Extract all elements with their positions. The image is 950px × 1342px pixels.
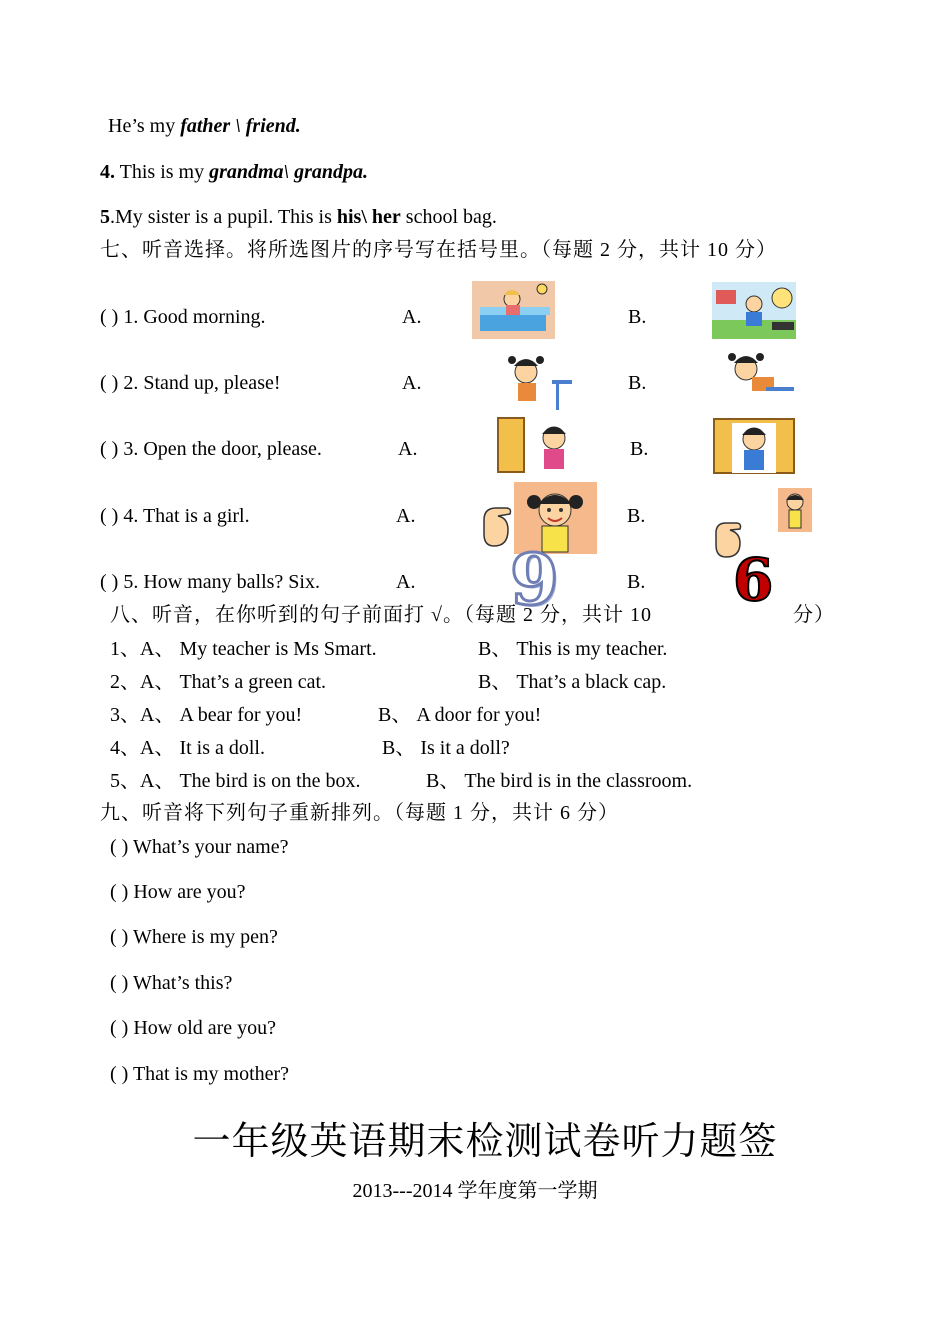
choice-words: grandma\ grandpa <box>209 161 364 183</box>
s7-item-1-a: A. <box>402 306 422 328</box>
s9-item-2: ( ) How are you? <box>110 881 246 903</box>
item-number: 5 <box>100 206 110 228</box>
choice-words: his\ her <box>336 206 401 228</box>
picture-boy-with-clock <box>712 282 796 339</box>
s7-item-2: ( ) 2. Stand up, please! <box>100 372 281 394</box>
item-number: 4. <box>100 161 115 183</box>
line-text: He’s my <box>108 115 181 137</box>
picture-girl-in-bed <box>472 281 555 339</box>
line-text: .My sister is a pupil. This is <box>110 206 337 228</box>
answer-line-5 <box>100 205 497 229</box>
s8-item-5-b: B、 The bird is in the classroom. <box>426 770 693 792</box>
s9-item-5: ( ) How old are you? <box>110 1017 277 1039</box>
picture-girl-closed-door <box>496 416 580 474</box>
section8-header <box>110 603 652 627</box>
s9-item-6: ( ) That is my mother? <box>110 1063 290 1085</box>
choice-words: father \ friend <box>180 115 296 137</box>
answer-line-3 <box>108 114 301 138</box>
s7-item-1: ( ) 1. Good morning. <box>100 306 266 328</box>
picture-pointing-hand-a <box>480 500 514 552</box>
s7-item-5-a: A. <box>396 571 416 593</box>
picture-girl-sitting <box>712 347 796 405</box>
s8-item-1-b: B、 This is my teacher. <box>478 638 668 660</box>
page-subtitle: 2013---2014 学年度第一学期 <box>352 1180 598 1202</box>
s7-item-2-a: A. <box>402 372 422 394</box>
s7-item-4: ( ) 4. That is a girl. <box>100 505 250 527</box>
picture-girl-standing <box>496 352 580 412</box>
s9-item-4: ( ) What’s this? <box>110 972 233 994</box>
s8-item-3-b: B、 A door for you! <box>378 704 542 726</box>
line-end: . <box>363 161 369 183</box>
line-end: school bag. <box>400 206 497 228</box>
number-nine: 9 <box>510 538 559 621</box>
picture-girl-small <box>778 488 812 532</box>
answer-line-4 <box>100 160 368 184</box>
number-six: 6 <box>733 546 774 614</box>
page-title: 一年级英语期末检测试卷听力题签 <box>192 1121 778 1163</box>
picture-girl-open-door <box>712 417 796 475</box>
s7-item-4-b: B. <box>627 505 646 527</box>
s8-item-1-a: 1、A、 My teacher is Ms Smart. <box>110 638 377 660</box>
s7-item-4-a: A. <box>396 505 416 527</box>
s7-item-5: ( ) 5. How many balls? Six. <box>100 571 320 593</box>
line-end: . <box>295 115 301 137</box>
s7-item-1-b: B. <box>628 306 647 328</box>
s8-item-4-b: B、 Is it a doll? <box>382 737 510 759</box>
section7-header: 七、听音选择。将所选图片的序号写在括号里。（每题 2 分，共计 10 分） <box>100 239 777 261</box>
s9-item-3: ( ) Where is my pen? <box>110 926 278 948</box>
line-text: This is my <box>115 161 210 183</box>
s7-item-2-b: B. <box>628 372 647 394</box>
section9-header: 九、听音将下列句子重新排列。（每题 1 分，共计 6 分） <box>100 802 619 824</box>
s7-item-3-b: B. <box>630 438 649 460</box>
s8-item-5-a: 5、A、 The bird is on the box. <box>110 770 361 792</box>
section8-header-text: 八、听音，在你听到的句子前面打 √。（每题 2 分，共计 10 <box>110 604 652 626</box>
s8-item-4-a: 4、A、 It is a doll. <box>110 737 265 759</box>
s7-item-5-b: B. <box>627 571 646 593</box>
s8-item-2-b: B、 That’s a black cap. <box>478 671 667 693</box>
section8-header-end: 分） <box>793 604 835 626</box>
s7-item-3-a: A. <box>398 438 418 460</box>
s7-item-3: ( ) 3. Open the door, please. <box>100 438 322 460</box>
s9-item-1: ( ) What’s your name? <box>110 836 289 858</box>
s8-item-3-a: 3、A、 A bear for you! <box>110 704 303 726</box>
s8-item-2-a: 2、A、 That’s a green cat. <box>110 671 327 693</box>
